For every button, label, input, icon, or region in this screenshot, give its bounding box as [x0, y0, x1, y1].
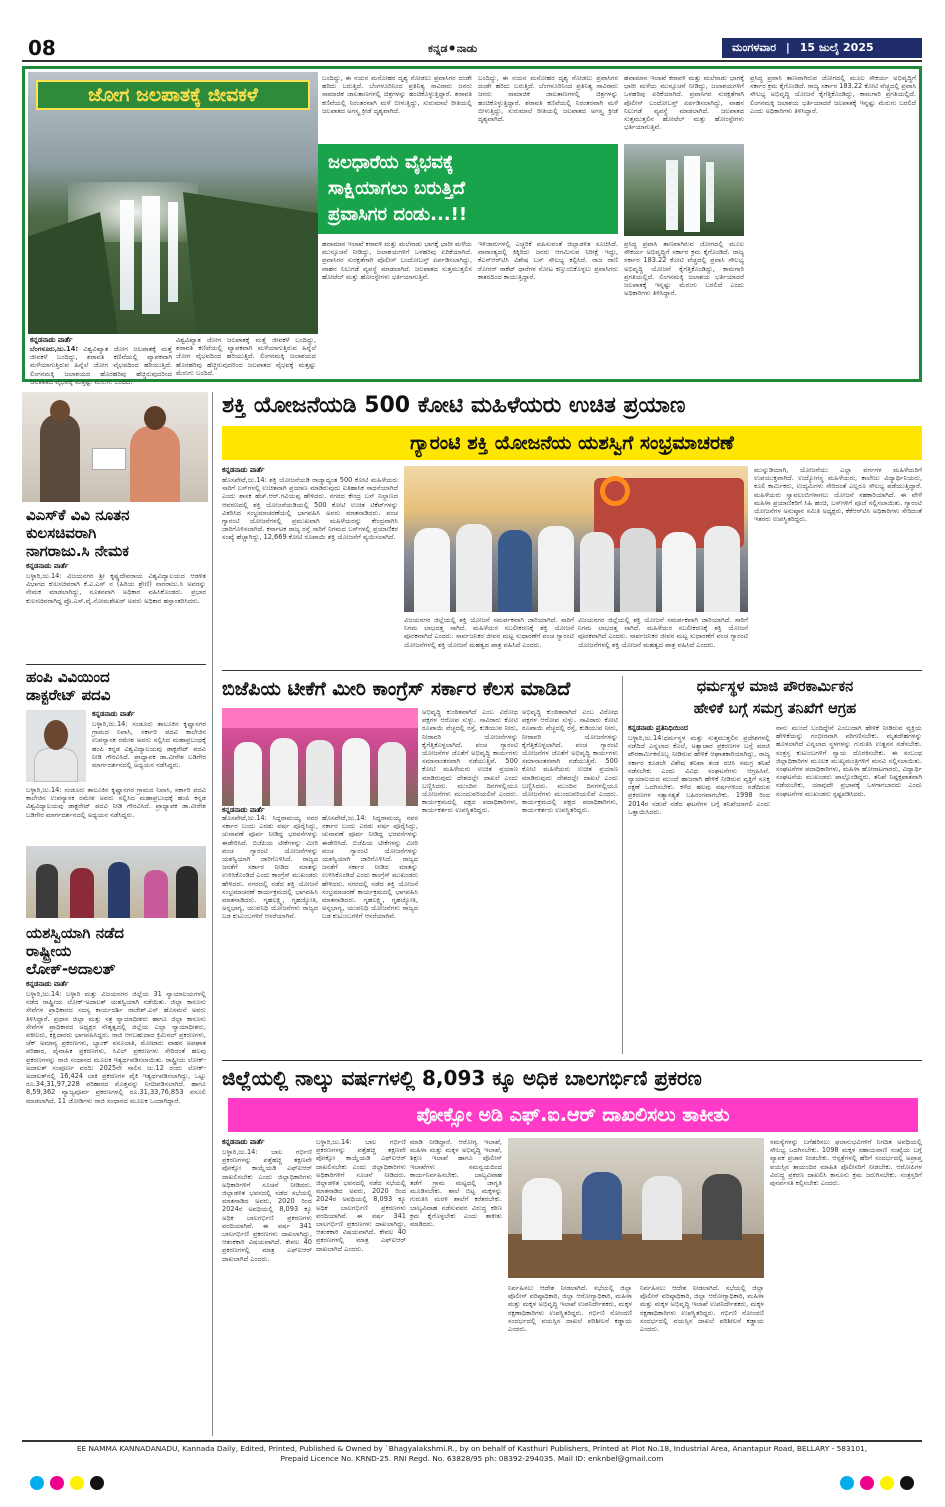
child-body-col3: ಮಾಡಿ ನೀಡಿದ್ದಾರೆ. ಆರೋಗ್ಯ ಇಲಾಖೆ, ಮಹಿಳಾ ಮತ್ತು ಮಕ್ಕಳ ಅಭಿವೃದ್ಧಿ ಇಲಾಖೆ, ಶಿಕ್ಷಣ ಇಲಾಖೆ ಹಾಗೂ ಪೊಲೀಸ್ ಇಲಾಖೆಗಳು ಸಮನ್ವಯದಿಂದ ಕಾರ್ಯನಿರ್ವಹಿಸಬೇಕು. ಬಾಲ್ಯವಿವಾಹ ತಡೆಗೆ ಗ್ರಾಮ ಮಟ್ಟದಲ್ಲಿ ಜಾಗೃತಿ ಮೂಡಿಸಬೇಕು. ಶಾಲೆ ಬಿಟ್ಟ ಮಕ್ಕಳನ್ನು ಗುರುತಿಸಿ ಮರಳಿ ಶಾಲೆಗೆ ಕರೆತರಬೇಕು. ಬಾಲ್ಯವಿವಾಹ ನಡೆಸುವವರ ವಿರುದ್ಧ ಕಠಿಣ ಕ್ರಮ ಕೈಗೊಳ್ಳಬೇಕು ಎಂದು ತಾಕೀತು ಮಾಡಿದರು. [410, 1138, 502, 1229]
jog-body-a: ವಿಶ್ವವಿಖ್ಯಾತ ಜೋಗ ಜಲಪಾತಕ್ಕೆ ಮತ್ತೆ ಜೀವಕಳೆ ಬಂದಿದ್ದು, ಶರಾವತಿ ಕಣಿವೆಯಲ್ಲಿ ವ್ಯಾಪಕವಾಗಿ ಮಳೆಯಾಗುತ್ತಿರುವ ಹಿನ್ನೆಲೆ ಜೋಗ ವೈಭವದಿಂದ ಹರಿಯುತ್ತಿದೆ. ಲಿಂಗನಮಕ್ಕಿ ಜಲಾಶಯದ ಹೊರಹರಿವು ಹೆಚ್ಚಿರುವುದರಿಂದ ಜಲಪಾತದ ವೈಭವಕ್ಕೆ ಮತ್ತಷ್ಟು ಮೆರುಗು ಬಂದಿದೆ. [30, 345, 172, 386]
jog-dateline: ಕನ್ನಡನಾಡು ವಾರ್ತೆ [30, 336, 73, 344]
color-registration-marks [0, 1470, 945, 1500]
reg-mark-black-left [90, 1476, 104, 1490]
jog-body-col1 [30, 345, 172, 386]
phd-body: ಬಳ್ಳಾರಿ,ಜು.14: ಸಂಡೂರು ತಾಲೂಕಿನ ಕೃಷ್ಣಾನಗರ ಗ್ರಾಮದ ನಿವಾಸಿ, ಸರ್ಕಾರಿ ಪದವಿ ಕಾಲೇಜಿನ ಉಪನ್ಯಾಸಕ ರಮೇಶ ಅವರು ಸಲ್ಲಿಸಿದ ಮಹಾಪ್ರಬಂಧಕ್ಕೆ ಹಂಪಿ ಕನ್ನಡ ವಿಶ್ವವಿದ್ಯಾಲಯವು ಡಾಕ್ಟರೇಟ್ ಪದವಿ ನೀಡಿ ಗೌರವಿಸಿದೆ. ಪ್ರಾಧ್ಯಾಪಕ ಡಾ.ವೀರೇಶ ಬಡಿಗೇರ ಮಾರ್ಗದರ್ಶನದಲ್ಲಿ ಅಧ್ಯಯನ ನಡೆಸಿದ್ದರು. [26, 786, 206, 819]
falls-water-3 [168, 202, 178, 302]
jog-body-col6: ಪ್ರಸಿದ್ಧ ಪ್ರವಾಸಿ ತಾಣವಾಗಿರುವ ಜೋಗದಲ್ಲಿ ಮೂಲ ಸೌಕರ್ಯ ಅಭಿವೃದ್ಧಿಗೆ ಸರ್ಕಾರ ಕ್ರಮ ಕೈಗೊಂಡಿದೆ. ರಾಜ್ಯ ಸರ್ಕಾರ 183.22 ಕೋಟಿ ವೆಚ್ಚದಲ್ಲಿ ಪ್ರವಾಸಿ ಸೌಲಭ್ಯ ಅಭಿವೃದ್ಧಿ ಯೋಜನೆ ಕೈಗೆತ್ತಿಕೊಂಡಿದ್ದು, ಕಾಮಗಾರಿ ಪ್ರಗತಿಯಲ್ಲಿದೆ. ಲಿಂಗನಮಕ್ಕಿ ಜಲಾಶಯ ಭರ್ತಿಯಾದರೆ ಜಲಪಾತಕ್ಕೆ ಇನ್ನಷ್ಟು ಮೆರುಗು ಬರಲಿದೆ ಎಂದು ಅಧಿಕಾರಿಗಳು ತಿಳಿಸಿದ್ದಾರೆ. [750, 74, 916, 115]
adalat-person-4 [144, 870, 168, 918]
crowd-2 [456, 524, 492, 612]
bjp-person-3 [306, 740, 334, 806]
vc-body: ಬಳ್ಳಾರಿ,ಜು.14: ವಿಜಯನಗರ ಶ್ರೀ ಕೃಷ್ಣದೇವರಾಯ ವಿಶ್ವವಿದ್ಯಾಲಯದ ಆಡಳಿತ ವಿಭಾಗದ ಕುಲಸಚಿವರಾಗಿ ಕೆ.ಎ.ಎಸ್ ನ (ಹಿರಿಯ ಶ್ರೇಣಿ) ನಾಗರಾಜು.ಸಿ ಅವರನ್ನು ನೇಮಕ ಮಾಡಲಾಗಿದ್ದು, ನೂತನವಾಗಿ ಅಧಿಕಾರ ವಹಿಸಿಕೊಂಡರು. ಪ್ರಭಾರ ಕುಲಸಚಿವರಾಗಿದ್ದ ಪ್ರೊ.ಎಸ್.ವೈ.ಸೋಮಶೇಖರ್ ಅವರು ಅಧಿಕಾರ ಹಸ್ತಾಂತರಿಸಿದರು. [26, 572, 206, 605]
meeting-person-2 [582, 1172, 622, 1240]
reg-mark-cyan-left [30, 1476, 44, 1490]
dharma-body-col2: ನಾನು ಮುಂದೆ ಬಂದಿದ್ದೇನೆ ಎಂಬುದಾಗಿ ಹೇಳಿಕೆ ನೀಡಿರುವ ವ್ಯಕ್ತಿಯ ಹೇಳಿಕೆಯನ್ನು ಗಂಭೀರವಾಗಿ ಪರಿಗಣಿಸಬೇಕು. ಮೃತದೇಹಗಳನ್ನು ಹೂಳಲಾಗಿದೆ ಎನ್ನಲಾದ ಸ್ಥಳಗಳನ್ನು ಗುರುತಿಸಿ ಉತ್ಖನನ ನಡೆಸಬೇಕು. ಸಂತ್ರಸ್ತ ಕುಟುಂಬಗಳಿಗೆ ನ್ಯಾಯ ದೊರಕಿಸಬೇಕು. ಈ ಸಂಬಂಧ ಜಿಲ್ಲಾಧಿಕಾರಿಗಳ ಮೂಲಕ ಮುಖ್ಯಮಂತ್ರಿಗಳಿಗೆ ಮನವಿ ಸಲ್ಲಿಸಲಾಯಿತು. ಸಂಘಟನೆಗಳ ಪದಾಧಿಕಾರಿಗಳು, ಮಹಿಳಾ ಹೋರಾಟಗಾರರು, ವಿದ್ಯಾರ್ಥಿ ಸಂಘಟನೆಯ ಮುಖಂಡರು ಪಾಲ್ಗೊಂಡಿದ್ದರು. ತನಿಖೆ ನಿಷ್ಪಕ್ಷಪಾತವಾಗಿ ನಡೆಯಬೇಕು, ಯಾವುದೇ ಪ್ರಭಾವಕ್ಕೆ ಒಳಗಾಗಬಾರದು ಎಂದು ಸಂಘಟನೆಗಳ ಮುಖಂಡರು ಸ್ಪಷ್ಟಪಡಿಸಿದರು. [776, 724, 922, 798]
shakti-bottom-rule [222, 670, 922, 671]
jog-kicker-banner [36, 80, 310, 110]
bjp-body-col2: ಹೊಸಪೇಟೆ,ಜು.14: ಸಿದ್ದರಾಮಯ್ಯ ನವರ ಸರ್ಕಾರ ಬಂದು ಎರಡು ವರ್ಷ ಪೂರೈಸಿದ್ದು, ಚುನಾವಣೆ ಪೂರ್ವ ನೀಡಿದ್ದ ಭರವಸೆಗಳನ್ನು ಈಡೇರಿಸಿದೆ. ಬಿಜೆಪಿಯ ಟೀಕೆಗಳನ್ನು ಮೀರಿ ಪಂಚ ಗ್ಯಾರಂಟಿ ಯೋಜನೆಗಳನ್ನು ಯಶಸ್ವಿಯಾಗಿ ಜಾರಿಗೊಳಿಸಿದೆ. ರಾಜ್ಯದ ಜನತೆಗೆ ಸರ್ಕಾರ ನೀಡಿದ ಮಾತನ್ನು ಉಳಿಸಿಕೊಂಡಿದೆ ಎಂದು ಕಾಂಗ್ರೆಸ್ ಮುಖಂಡರು ಹೇಳಿದರು. ನಗರದಲ್ಲಿ ನಡೆದ ಶಕ್ತಿ ಯೋಜನೆ ಸಂಭ್ರಮಾಚರಣೆ ಕಾರ್ಯಕ್ರಮದಲ್ಲಿ ಭಾಗವಹಿಸಿ ಮಾತನಾಡಿದರು. ಗೃಹಲಕ್ಷ್ಮಿ, ಗೃಹಜ್ಯೋತಿ, ಅನ್ನಭಾಗ್ಯ, ಯುವನಿಧಿ ಯೋಜನೆಗಳು ರಾಜ್ಯದ ಬಡ ಕುಟುಂಬಗಳಿಗೆ ಆಸರೆಯಾಗಿವೆ. [322, 814, 418, 921]
adalat-title-line-2: ರಾಷ್ಟ್ರೀಯ [26, 942, 72, 960]
sidebar-rule-1 [26, 664, 206, 665]
adalat-person-2 [70, 868, 94, 918]
bjp-person-5 [378, 742, 406, 806]
jog-headline-box [318, 144, 618, 234]
phd-portrait-photo [26, 710, 86, 782]
vc-dateline: ಕನ್ನಡನಾಡು ವಾರ್ತೆ [26, 562, 69, 570]
bjp-event-photo [222, 708, 418, 806]
meeting-photo [508, 1138, 764, 1278]
lok-adalat-photo [26, 846, 206, 918]
reg-mark-yellow-left [70, 1476, 84, 1490]
footer-line-2: Prepaid Licence No. KRND-25. RNI Regd. No. 63828/95 ph: 08392-294035. Mail ID: enknbel@gmail.com [280, 1454, 664, 1463]
dharmasthala-headline [628, 676, 922, 720]
sidebar-divider [212, 392, 213, 1436]
dharma-headline-line-1: ಧರ್ಮಸ್ಥಳ ಮಾಜಿ ಪೌರಕಾರ್ಮಿಕನ [696, 679, 854, 695]
shakti-dateline: ಕನ್ನಡನಾಡು ವಾರ್ತೆ [222, 466, 265, 474]
portrait-head [44, 720, 68, 750]
garland [600, 476, 630, 506]
mid-rule [222, 1060, 922, 1061]
weekday: ಮಂಗಳವಾರ [732, 41, 777, 54]
person-2 [130, 426, 180, 502]
phd-title-line-2: ಡಾಕ್ಟರೇಟ್ ಪದವಿ [26, 686, 111, 704]
issue-date: 15 ಜುಲೈ 2025 [799, 41, 874, 54]
adalat-person-5 [176, 866, 198, 918]
vc-title-line-3: ನಾಗರಾಜು.ಸಿ ನೇಮಕ [26, 542, 129, 560]
child-body-col1: ಬಳ್ಳಾರಿ,ಜು.14: ಬಾಲ ಗರ್ಭಿಣಿ ಪ್ರಕರಣಗಳನ್ನು ಪತ್ತೆಹಚ್ಚಿ ತಕ್ಷಣವೇ ಪೋಕ್ಸೋ ಕಾಯ್ದೆಯಡಿ ಎಫ್‌ಐಆರ್ ದಾಖಲಿಸಬೇಕು ಎಂದು ಜಿಲ್ಲಾಧಿಕಾರಿಗಳು ಅಧಿಕಾರಿಗಳಿಗೆ ಸೂಚನೆ ನೀಡಿದರು. ಜಿಲ್ಲಾಡಳಿತ ಭವನದಲ್ಲಿ ನಡೆದ ಸಭೆಯಲ್ಲಿ ಮಾತನಾಡಿದ ಅವರು, 2020 ರಿಂದ 2024ರ ಅವಧಿಯಲ್ಲಿ 8,093 ಕ್ಕೂ ಅಧಿಕ ಬಾಲಗರ್ಭಿಣಿ ಪ್ರಕರಣಗಳು ವರದಿಯಾಗಿವೆ. ಈ ವರ್ಷ 341 ಬಾಲಗರ್ಭಿಣಿ ಪ್ರಕರಣಗಳು ದಾಖಲಾಗಿದ್ದು, ಆತಂಕಕಾರಿ ವಿಷಯವಾಗಿದೆ. ಕೇವಲ 40 ಪ್ರಕರಣಗಳಲ್ಲಿ ಮಾತ್ರ ಎಫ್‌ಐಆರ್ ದಾಖಲಾಗಿದೆ ಎಂದರು. [222, 1148, 312, 1263]
reg-mark-magenta-left [50, 1476, 64, 1490]
jog-falls-photo [28, 72, 318, 334]
shakti-subhead: ಗ್ಯಾರಂಟಿ ಶಕ್ತಿ ಯೋಜನೆಯ ಯಶಸ್ವಿಗೆ ಸಂಭ್ರಮಾಚರಣೆ [410, 432, 734, 454]
jog-dateline-city: ಬೆಂಗಳೂರು,ಜು.14: [30, 345, 78, 353]
jog-body-col2: ವಿಶ್ವವಿಖ್ಯಾತ ಜೋಗ ಜಲಪಾತಕ್ಕೆ ಮತ್ತೆ ಜೀವಕಳೆ ಬಂದಿದ್ದು, ಶರಾವತಿ ಕಣಿವೆಯಲ್ಲಿ ವ್ಯಾಪಕವಾಗಿ ಮಳೆಯಾಗುತ್ತಿರುವ ಹಿನ್ನೆಲೆ ಜೋಗ ವೈಭವದಿಂದ ಹರಿಯುತ್ತಿದೆ. ಲಿಂಗನಮಕ್ಕಿ ಜಲಾಶಯದ ಹೊರಹರಿವು ಹೆಚ್ಚಿರುವುದರಿಂದ ಜಲಪಾತದ ವೈಭವಕ್ಕೆ ಮತ್ತಷ್ಟು ಮೆರುಗು ಬಂದಿದೆ. [176, 336, 316, 377]
meeting-person-1 [522, 1178, 562, 1240]
person-2-head [144, 406, 166, 430]
child-body-col4: ನಿರ್ವಹಿಸಲು ಆದೇಶ ನೀಡಲಾಗಿದೆ. ಸಭೆಯಲ್ಲಿ ಜಿಲ್ಲಾ ಪೊಲೀಸ್ ವರಿಷ್ಠಾಧಿಕಾರಿ, ಜಿಲ್ಲಾ ಆರೋಗ್ಯಾಧಿಕಾರಿ, ಮಹಿಳಾ ಮತ್ತು ಮಕ್ಕಳ ಅಭಿವೃದ್ಧಿ ಇಲಾಖೆ ಉಪನಿರ್ದೇಶಕರು, ಮಕ್ಕಳ ರಕ್ಷಣಾಧಿಕಾರಿಗಳು ಉಪಸ್ಥಿತರಿದ್ದರು. ಗರ್ಭಿಣಿ ನೋಂದಣಿ ಸಂದರ್ಭದಲ್ಲಿ ವಯಸ್ಸಿನ ದಾಖಲೆ ಪರಿಶೀಲನೆ ಕಡ್ಡಾಯ ಎಂದರು. [508, 1284, 632, 1334]
vc-title-line-1: ವಿಎಸ್‌ಕೆ ವಿವಿ ನೂತನ [26, 506, 130, 524]
dharma-dateline: ಕನ್ನಡನಾಡು ಪ್ರತಿನಿಧಿಯಿಂದ [628, 724, 688, 732]
bjp-dateline: ಕನ್ನಡನಾಡು ವಾರ್ತೆ [222, 806, 265, 814]
adalat-body: ಬಳ್ಳಾರಿ,ಜು.14: ಬಳ್ಳಾರಿ ಮತ್ತು ವಿಜಯನಗರ ಜಿಲ್ಲೆಯ 31 ನ್ಯಾಯಾಲಯಗಳಲ್ಲಿ ನಡೆದ ರಾಷ್ಟ್ರೀಯ ಲೋಕ್-ಅದಾಲತ್ ಯಶಸ್ವಿಯಾಗಿ ನಡೆಯಿತು. ಜಿಲ್ಲಾ ಕಾನೂನು ಸೇವೆಗಳ ಪ್ರಾಧಿಕಾರದ ಸದಸ್ಯ ಕಾರ್ಯದರ್ಶಿ ರಾಜೇಶ್.ಎನ್ ಹೊಸಮನೆ ಅವರು ತಿಳಿಸಿದ್ದಾರೆ. ಪ್ರಧಾನ ಜಿಲ್ಲಾ ಮತ್ತು ಸತ್ರ ನ್ಯಾಯಾಧೀಶರು ಹಾಗೂ ಜಿಲ್ಲಾ ಕಾನೂನು ಸೇವೆಗಳ ಪ್ರಾಧಿಕಾರದ ಅಧ್ಯಕ್ಷರ ನೇತೃತ್ವದಲ್ಲಿ ಜಿಲ್ಲೆಯ ಎಲ್ಲಾ ನ್ಯಾಯಾಧೀಶರು, ವಕೀಲರು, ಕಕ್ಷಿದಾರರು ಭಾಗವಹಿಸಿದ್ದರು. ರಾಜಿ ಆಗಬಹುದಾದ ಕ್ರಿಮಿನಲ್ ಪ್ರಕರಣಗಳು, ಚೆಕ್ ಅಮಾನ್ಯ ಪ್ರಕರಣಗಳು, ಬ್ಯಾಂಕ್ ವಸೂಲಾತಿ, ಮೋಟಾರು ವಾಹನ ಅಪಘಾತ ಪರಿಹಾರ, ವೈವಾಹಿಕ ಪ್ರಕರಣಗಳು, ಸಿವಿಲ್ ಪ್ರಕರಣಗಳು ಸೇರಿದಂತೆ ಹಲವು ಪ್ರಕರಣಗಳನ್ನು ರಾಜಿ ಸಂಧಾನದ ಮೂಲಕ ಇತ್ಯರ್ಥಪಡಿಸಲಾಯಿತು. ರಾಷ್ಟ್ರೀಯ ಲೋಕ್-ಅದಾಲತ್ ಸಂಪೂರ್ಣ ವರದಿ: 2025ನೇ ಸಾಲಿನ ಜು.12 ರಂದು ಲೋಕ್-ಅದಾಲತ್‌ನಲ್ಲಿ 16,424 ಬಾಕಿ ಪ್ರಕರಣಗಳ ಪೈಕಿ ಇತ್ಯರ್ಥಪಡಿಸಲಾಗಿದ್ದು, ಒಟ್ಟು ರೂ.34,31,97,228 ಪರಿಹಾರದ ಮೊತ್ತವನ್ನು ನಿಗದಿಪಡಿಸಲಾಗಿದೆ. ಹಾಗೂ 8,59,362 ವ್ಯಾಜ್ಯಪೂರ್ವ ಪ್ರಕರಣಗಳಲ್ಲಿ ರೂ.31,33,76,853 ವಸೂಲಿ ಮಾಡಲಾಗಿದೆ. 11 ಜೋಡಿಗಳು ರಾಜಿ ಸಂಧಾನದ ಮೂಲಕ ಒಂದಾಗಿದ್ದಾರೆ. [26, 990, 206, 1105]
falls2-water-1 [666, 160, 678, 230]
crowd-6 [620, 528, 656, 612]
jog-body-col7: ಹವಾಮಾನ ಇಲಾಖೆ ಕರಾವಳಿ ಮತ್ತು ಮಲೆನಾಡು ಭಾಗಕ್ಕೆ ಭಾರೀ ಮಳೆಯ ಮುನ್ಸೂಚನೆ ನೀಡಿದ್ದು, ಜಲಾಶಯಗಳಿಗೆ ಒಳಹರಿವು ಏರಿಕೆಯಾಗಿದೆ. ಪ್ರವಾಸಿಗರ ಸುರಕ್ಷತೆಗಾಗಿ ಪೊಲೀಸ್ ಬಂದೋಬಸ್ತ್ ಏರ್ಪಡಿಸಲಾಗಿದ್ದು, ವಾಹನ ನಿಲುಗಡೆ ವ್ಯವಸ್ಥೆ ಮಾಡಲಾಗಿದೆ. ಜಲಪಾತದ ಸುತ್ತಮುತ್ತಲಿನ ಹೋಟೆಲ್ ಮತ್ತು ಹೋಂಸ್ಟೇಗಳು ಭರ್ತಿಯಾಗುತ್ತಿವೆ. [322, 240, 472, 281]
date-separator: | [785, 41, 790, 54]
jog-kicker: ಜೋಗ ಜಲಪಾತಕ್ಕೆ ಜೀವಕಳೆ [88, 84, 258, 106]
footer-imprint [22, 1444, 922, 1464]
reg-mark-cyan-right [840, 1476, 854, 1490]
bjp-body-col4: ಅಭಿವೃದ್ಧಿ ಕುಂಠಿತವಾಗಿದೆ ಎಂಬ ವಿರೋಧ ಪಕ್ಷಗಳ ಆರೋಪ ಸುಳ್ಳು. ಸಾವಿರಾರು ಕೋಟಿ ರೂಪಾಯಿ ವೆಚ್ಚದಲ್ಲಿ ರಸ್ತೆ, ಕುಡಿಯುವ ನೀರು, ನೀರಾವರಿ ಯೋಜನೆಗಳನ್ನು ಕೈಗೆತ್ತಿಕೊಳ್ಳಲಾಗಿದೆ. ಪಂಚ ಗ್ಯಾರಂಟಿ ಯೋಜನೆಗಳ ಜೊತೆಗೆ ಅಭಿವೃದ್ಧಿ ಕಾರ್ಯಗಳು ಸಮಾನಾಂತರವಾಗಿ ನಡೆಯುತ್ತಿವೆ. 500 ಕೋಟಿ ಮಹಿಳೆಯರು ಉಚಿತ ಪ್ರಯಾಣ ಮಾಡಿರುವುದು ದೇಶದಲ್ಲೇ ದಾಖಲೆ ಎಂದು ಬಣ್ಣಿಸಿದರು. ಮುಂದಿನ ದಿನಗಳಲ್ಲಿಯೂ ಯೋಜನೆಗಳು ಮುಂದುವರಿಯಲಿವೆ ಎಂದರು. ಕಾರ್ಯಕ್ರಮದಲ್ಲಿ ಪಕ್ಷದ ಪದಾಧಿಕಾರಿಗಳು, ಕಾರ್ಯಕರ್ತರು ಉಪಸ್ಥಿತರಿದ್ದರು. [522, 708, 618, 815]
shakti-body-col3: ವಿಜಯನಗರ ಜಿಲ್ಲೆಯಲ್ಲಿ ಶಕ್ತಿ ಯೋಜನೆ ಸಮರ್ಪಕವಾಗಿ ಜಾರಿಯಾಗಿದೆ. ಸಾರಿಗೆ ನಿಗಮ ಲಾಭದತ್ತ ಸಾಗಿದೆ. ಮಹಿಳೆಯರ ಸಬಲೀಕರಣಕ್ಕೆ ಶಕ್ತಿ ಯೋಜನೆ ಪೂರಕವಾಗಿದೆ ಎಂದರು. ಸಾರ್ವಜನಿಕರ ಜೀವನ ಮಟ್ಟ ಸುಧಾರಣೆಗೆ ಪಂಚ ಗ್ಯಾರಂಟಿ ಯೋಜನೆಗಳಲ್ಲಿ ಶಕ್ತಿ ಯೋಜನೆ ಮಹತ್ವದ ಪಾತ್ರ ವಹಿಸಿದೆ ಎಂದರು. [578, 616, 748, 649]
jog-headline-line-2: ಸಾಕ್ಷಿಯಾಗಲು ಬರುತ್ತಿದೆ [328, 178, 465, 199]
falls2-water-2 [684, 156, 700, 232]
crowd-1 [414, 528, 450, 612]
adalat-person-1 [36, 864, 58, 918]
person-1 [40, 414, 80, 502]
page-header [0, 0, 945, 64]
cliff-right [183, 192, 318, 334]
footer-line-1: EE NAMMA KANNADANADU, Kannada Daily, Edited, Printed, Published & Owned by `Bhagyalakshmi.R., by on behalf of Kasthuri Publishers, Printed at Plot No.18, Industrial Area, Anantapur Road, BELLARY - 583101, [76, 1444, 868, 1453]
bjp-body-col1: ಹೊಸಪೇಟೆ,ಜು.14: ಸಿದ್ದರಾಮಯ್ಯ ನವರ ಸರ್ಕಾರ ಬಂದು ಎರಡು ವರ್ಷ ಪೂರೈಸಿದ್ದು, ಚುನಾವಣೆ ಪೂರ್ವ ನೀಡಿದ್ದ ಭರವಸೆಗಳನ್ನು ಈಡೇರಿಸಿದೆ. ಬಿಜೆಪಿಯ ಟೀಕೆಗಳನ್ನು ಮೀರಿ ಪಂಚ ಗ್ಯಾರಂಟಿ ಯೋಜನೆಗಳನ್ನು ಯಶಸ್ವಿಯಾಗಿ ಜಾರಿಗೊಳಿಸಿದೆ. ರಾಜ್ಯದ ಜನತೆಗೆ ಸರ್ಕಾರ ನೀಡಿದ ಮಾತನ್ನು ಉಳಿಸಿಕೊಂಡಿದೆ ಎಂದು ಕಾಂಗ್ರೆಸ್ ಮುಖಂಡರು ಹೇಳಿದರು. ನಗರದಲ್ಲಿ ನಡೆದ ಶಕ್ತಿ ಯೋಜನೆ ಸಂಭ್ರಮಾಚರಣೆ ಕಾರ್ಯಕ್ರಮದಲ್ಲಿ ಭಾಗವಹಿಸಿ ಮಾತನಾಡಿದರು. ಗೃಹಲಕ್ಷ್ಮಿ, ಗೃಹಜ್ಯೋತಿ, ಅನ್ನಭಾಗ್ಯ, ಯುವನಿಧಿ ಯೋಜನೆಗಳು ರಾಜ್ಯದ ಬಡ ಕುಟುಂಬಗಳಿಗೆ ಆಸರೆಯಾಗಿವೆ. [222, 814, 318, 921]
phd-title-line-1: ಹಂಪಿ ವಿವಿಯಿಂದ [26, 668, 110, 686]
jog-body-col8: ಇಳಿಜಾರುಗಳಲ್ಲಿ ಎಚ್ಚರಿಕೆ ವಹಿಸುವಂತೆ ಜಿಲ್ಲಾಡಳಿತ ಸೂಚಿಸಿದೆ. ವಾರಾಂತ್ಯದಲ್ಲಿ ಕಿಕ್ಕಿರಿದು ಜನರು ಆಗಮಿಸುವ ನಿರೀಕ್ಷೆ ಇದ್ದು, ಕೆಎಸ್‌ಆರ್‌ಟಿಸಿ ವಿಶೇಷ ಬಸ್ ಸೌಲಭ್ಯ ಕಲ್ಪಿಸಿದೆ. ರಾಜ ರಾಣಿ ರೋರರ್ ರಾಕೆಟ್ ಧಾರೆಗಳ ನೋಟ ಕಣ್ತುಂಬಿಕೊಳ್ಳಲು ಪ್ರವಾಸಿಗರು ಕಾತರದಿಂದ ಕಾಯುತ್ತಿದ್ದಾರೆ. [478, 240, 618, 281]
bjp-body-col3: ಅಭಿವೃದ್ಧಿ ಕುಂಠಿತವಾಗಿದೆ ಎಂಬ ವಿರೋಧ ಪಕ್ಷಗಳ ಆರೋಪ ಸುಳ್ಳು. ಸಾವಿರಾರು ಕೋಟಿ ರೂಪಾಯಿ ವೆಚ್ಚದಲ್ಲಿ ರಸ್ತೆ, ಕುಡಿಯುವ ನೀರು, ನೀರಾವರಿ ಯೋಜನೆಗಳನ್ನು ಕೈಗೆತ್ತಿಕೊಳ್ಳಲಾಗಿದೆ. ಪಂಚ ಗ್ಯಾರಂಟಿ ಯೋಜನೆಗಳ ಜೊತೆಗೆ ಅಭಿವೃದ್ಧಿ ಕಾರ್ಯಗಳು ಸಮಾನಾಂತರವಾಗಿ ನಡೆಯುತ್ತಿವೆ. 500 ಕೋಟಿ ಮಹಿಳೆಯರು ಉಚಿತ ಪ್ರಯಾಣ ಮಾಡಿರುವುದು ದೇಶದಲ್ಲೇ ದಾಖಲೆ ಎಂದು ಬಣ್ಣಿಸಿದರು. ಮುಂದಿನ ದಿನಗಳಲ್ಲಿಯೂ ಯೋಜನೆಗಳು ಮುಂದುವರಿಯಲಿವೆ ಎಂದರು. ಕಾರ್ಯಕ್ರಮದಲ್ಲಿ ಪಕ್ಷದ ಪದಾಧಿಕಾರಿಗಳು, ಕಾರ್ಯಕರ್ತರು ಉಪಸ್ಥಿತರಿದ್ದರು. [422, 708, 518, 815]
lok-adalat-title [26, 924, 206, 978]
paper-name: ಕನ್ನಡ⚫ನಾಡು [428, 42, 478, 55]
falls-water-2 [142, 196, 160, 314]
jog-body-col5: ಹವಾಮಾನ ಇಲಾಖೆ ಕರಾವಳಿ ಮತ್ತು ಮಲೆನಾಡು ಭಾಗಕ್ಕೆ ಭಾರೀ ಮಳೆಯ ಮುನ್ಸೂಚನೆ ನೀಡಿದ್ದು, ಜಲಾಶಯಗಳಿಗೆ ಒಳಹರಿವು ಏರಿಕೆಯಾಗಿದೆ. ಪ್ರವಾಸಿಗರ ಸುರಕ್ಷತೆಗಾಗಿ ಪೊಲೀಸ್ ಬಂದೋಬಸ್ತ್ ಏರ್ಪಡಿಸಲಾಗಿದ್ದು, ವಾಹನ ನಿಲುಗಡೆ ವ್ಯವಸ್ಥೆ ಮಾಡಲಾಗಿದೆ. ಜಲಪಾತದ ಸುತ್ತಮುತ್ತಲಿನ ಹೋಟೆಲ್ ಮತ್ತು ಹೋಂಸ್ಟೇಗಳು ಭರ್ತಿಯಾಗುತ್ತಿವೆ. [624, 74, 744, 132]
stage-banner [222, 708, 418, 728]
meeting-table [508, 1234, 764, 1278]
dharma-headline-line-2: ಹೇಳಿಕೆ ಬಗ್ಗೆ ಸಮಗ್ರ ತನಿಖೆಗೆ ಆಗ್ರಹ [693, 701, 857, 717]
jog-headline-line-3: ಪ್ರವಾಸಿಗರ ದಂಡು...!! [328, 204, 468, 225]
crowd-4 [538, 526, 574, 612]
jog-body-col9: ಪ್ರಸಿದ್ಧ ಪ್ರವಾಸಿ ತಾಣವಾಗಿರುವ ಜೋಗದಲ್ಲಿ ಮೂಲ ಸೌಕರ್ಯ ಅಭಿವೃದ್ಧಿಗೆ ಸರ್ಕಾರ ಕ್ರಮ ಕೈಗೊಂಡಿದೆ. ರಾಜ್ಯ ಸರ್ಕಾರ 183.22 ಕೋಟಿ ವೆಚ್ಚದಲ್ಲಿ ಪ್ರವಾಸಿ ಸೌಲಭ್ಯ ಅಭಿವೃದ್ಧಿ ಯೋಜನೆ ಕೈಗೆತ್ತಿಕೊಂಡಿದ್ದು, ಕಾಮಗಾರಿ ಪ್ರಗತಿಯಲ್ಲಿದೆ. ಲಿಂಗನಮಕ್ಕಿ ಜಲಾಶಯ ಭರ್ತಿಯಾದರೆ ಜಲಪಾತಕ್ಕೆ ಇನ್ನಷ್ಟು ಮೆರುಗು ಬರಲಿದೆ ಎಂದು ಅಧಿಕಾರಿಗಳು ತಿಳಿಸಿದ್ದಾರೆ. [624, 240, 744, 298]
dharma-body-col1: ಬಳ್ಳಾರಿ,ಜು.14:ಧರ್ಮಸ್ಥಳ ಮತ್ತು ಸುತ್ತಮುತ್ತಲಿನ ಪ್ರದೇಶಗಳಲ್ಲಿ ನಡೆದಿದೆ ಎನ್ನಲಾದ ಕೊಲೆ, ಅತ್ಯಾಚಾರ ಪ್ರಕರಣಗಳ ಬಗ್ಗೆ ಮಾಜಿ ಪೌರಕಾರ್ಮಿಕನೊಬ್ಬ ನೀಡಿರುವ ಹೇಳಿಕೆ ಆಘಾತಕಾರಿಯಾಗಿದ್ದು, ರಾಜ್ಯ ಸರ್ಕಾರ ಕೂಡಲೇ ವಿಶೇಷ ತನಿಖಾ ತಂಡ ರಚಿಸಿ ಸಮಗ್ರ ತನಿಖೆ ನಡೆಸಬೇಕು ಎಂದು ವಿವಿಧ ಸಂಘಟನೆಗಳು ಆಗ್ರಹಿಸಿವೆ. ನ್ಯಾಯಾಲಯದ ಮುಂದೆ ಹಾಜರಾಗಿ ಹೇಳಿಕೆ ನೀಡಿರುವ ವ್ಯಕ್ತಿಗೆ ಸೂಕ್ತ ರಕ್ಷಣೆ ಒದಗಿಸಬೇಕು. ಕಳೆದ ಹಲವು ವರ್ಷಗಳಿಂದ ನಡೆದಿರುವ ಪ್ರಕರಣಗಳ ಸತ್ಯಾಸತ್ಯತೆ ಬಹಿರಂಗವಾಗಬೇಕು. 1998 ರಿಂದ 2014ರ ನಡುವೆ ನಡೆದ ಘಟನೆಗಳ ಬಗ್ಗೆ ತನಿಖೆಯಾಗಲಿ ಎಂದು ಒತ್ತಾಯಿಸಿದರು. [628, 734, 770, 816]
crowd-3 [498, 530, 532, 612]
reg-mark-magenta-right [860, 1476, 874, 1490]
phd-body-short: ಬಳ್ಳಾರಿ,ಜು.14: ಸಂಡೂರು ತಾಲೂಕಿನ ಕೃಷ್ಣಾನಗರ ಗ್ರಾಮದ ನಿವಾಸಿ, ಸರ್ಕಾರಿ ಪದವಿ ಕಾಲೇಜಿನ ಉಪನ್ಯಾಸಕ ರಮೇಶ ಅವರು ಸಲ್ಲಿಸಿದ ಮಹಾಪ್ರಬಂಧಕ್ಕೆ ಹಂಪಿ ಕನ್ನಡ ವಿಶ್ವವಿದ್ಯಾಲಯವು ಡಾಕ್ಟರೇಟ್ ಪದವಿ ನೀಡಿ ಗೌರವಿಸಿದೆ. ಪ್ರಾಧ್ಯಾಪಕ ಡಾ.ವೀರೇಶ ಬಡಿಗೇರ ಮಾರ್ಗದರ್ಶನದಲ್ಲಿ ಅಧ್ಯಯನ ನಡೆಸಿದ್ದರು. [92, 720, 206, 770]
vc-appointment-photo [22, 392, 208, 502]
falls-water-1 [120, 200, 134, 310]
adalat-title-line-3: ಲೋಕ್-ಅದಾಲತ್ [26, 960, 116, 978]
bjp-person-2 [270, 738, 298, 806]
meeting-person-4 [702, 1174, 742, 1240]
vc-story-title [26, 506, 206, 560]
adalat-dateline: ಕನ್ನಡನಾಡು ವಾರ್ತೆ [26, 980, 69, 988]
child-body-col2: ಬಳ್ಳಾರಿ,ಜು.14: ಬಾಲ ಗರ್ಭಿಣಿ ಪ್ರಕರಣಗಳನ್ನು ಪತ್ತೆಹಚ್ಚಿ ತಕ್ಷಣವೇ ಪೋಕ್ಸೋ ಕಾಯ್ದೆಯಡಿ ಎಫ್‌ಐಆರ್ ದಾಖಲಿಸಬೇಕು ಎಂದು ಜಿಲ್ಲಾಧಿಕಾರಿಗಳು ಅಧಿಕಾರಿಗಳಿಗೆ ಸೂಚನೆ ನೀಡಿದರು. ಜಿಲ್ಲಾಡಳಿತ ಭವನದಲ್ಲಿ ನಡೆದ ಸಭೆಯಲ್ಲಿ ಮಾತನಾಡಿದ ಅವರು, 2020 ರಿಂದ 2024ರ ಅವಧಿಯಲ್ಲಿ 8,093 ಕ್ಕೂ ಅಧಿಕ ಬಾಲಗರ್ಭಿಣಿ ಪ್ರಕರಣಗಳು ವರದಿಯಾಗಿವೆ. ಈ ವರ್ಷ 341 ಬಾಲಗರ್ಭಿಣಿ ಪ್ರಕರಣಗಳು ದಾಖಲಾಗಿದ್ದು, ಆತಂಕಕಾರಿ ವಿಷಯವಾಗಿದೆ. ಕೇವಲ 40 ಪ್ರಕರಣಗಳಲ್ಲಿ ಮಾತ್ರ ಎಫ್‌ಐಆರ್ ದಾಖಲಾಗಿದೆ ಎಂದರು. [316, 1138, 406, 1253]
footer-rule [22, 1440, 922, 1442]
document [92, 448, 126, 470]
jog-body-col3: ಬಂದಿದ್ದು, ಈ ನಯನ ಮನೋಹರ ದೃಶ್ಯ ನೋಡಲು ಪ್ರವಾಸಿಗರ ದಂಡೇ ಹರಿದು ಬರುತ್ತಿದೆ. ಬೆಂಗಳೂರಿನಿಂದ ಪ್ರತಿನಿತ್ಯ ಸಾವಿರಾರು ಜನರು ಸಾಮಾಜಿಕ ಜಾಲತಾಣಗಳಲ್ಲಿ ಚಿತ್ರಗಳನ್ನು ಹಂಚಿಕೊಳ್ಳುತ್ತಿದ್ದಾರೆ. ಶರಾವತಿ ಕಣಿವೆಯಲ್ಲಿ ನಿರಂತರವಾಗಿ ಮಳೆ ಬೀಳುತ್ತಿದ್ದು, ಸುರುಮಾಲೆ ರೀತಿಯಲ್ಲಿ ಜಲಪಾತದ ಅಗಸ್ತ್ಯ ಕ್ರೀಡೆ ದೃಶ್ಯವಾಗಿದೆ. [322, 74, 472, 115]
jog-body-col4: ಬಂದಿದ್ದು, ಈ ನಯನ ಮನೋಹರ ದೃಶ್ಯ ನೋಡಲು ಪ್ರವಾಸಿಗರ ದಂಡೇ ಹರಿದು ಬರುತ್ತಿದೆ. ಬೆಂಗಳೂರಿನಿಂದ ಪ್ರತಿನಿತ್ಯ ಸಾವಿರಾರು ಜನರು ಸಾಮಾಜಿಕ ಜಾಲತಾಣಗಳಲ್ಲಿ ಚಿತ್ರಗಳನ್ನು ಹಂಚಿಕೊಳ್ಳುತ್ತಿದ್ದಾರೆ. ಶರಾವತಿ ಕಣಿವೆಯಲ್ಲಿ ನಿರಂತರವಾಗಿ ಮಳೆ ಬೀಳುತ್ತಿದ್ದು, ಸುರುಮಾಲೆ ರೀತಿಯಲ್ಲಿ ಜಲಪಾತದ ಅಗಸ್ತ್ಯ ಕ್ರೀಡೆ ದೃಶ್ಯವಾಗಿದೆ. [478, 74, 618, 124]
falls2-water-3 [706, 162, 714, 222]
child-body-col5: ನಿರ್ವಹಿಸಲು ಆದೇಶ ನೀಡಲಾಗಿದೆ. ಸಭೆಯಲ್ಲಿ ಜಿಲ್ಲಾ ಪೊಲೀಸ್ ವರಿಷ್ಠಾಧಿಕಾರಿ, ಜಿಲ್ಲಾ ಆರೋಗ್ಯಾಧಿಕಾರಿ, ಮಹಿಳಾ ಮತ್ತು ಮಕ್ಕಳ ಅಭಿವೃದ್ಧಿ ಇಲಾಖೆ ಉಪನಿರ್ದೇಶಕರು, ಮಕ್ಕಳ ರಕ್ಷಣಾಧಿಕಾರಿಗಳು ಉಪಸ್ಥಿತರಿದ್ದರು. ಗರ್ಭಿಣಿ ನೋಂದಣಿ ಸಂದರ್ಭದಲ್ಲಿ ವಯಸ್ಸಿನ ದಾಖಲೆ ಪರಿಶೀಲನೆ ಕಡ್ಡಾಯ ಎಂದರು. [640, 1284, 764, 1334]
page-number: 08 [28, 36, 56, 60]
header-rule [22, 60, 922, 62]
bjp-divider [622, 676, 623, 1054]
portrait-shirt [34, 748, 78, 782]
person-1-head [50, 400, 70, 422]
child-subhead-bar [228, 1098, 918, 1132]
reg-mark-black-right [900, 1476, 914, 1490]
crowd-5 [580, 532, 614, 612]
phd-dateline: ಕನ್ನಡನಾಡು ವಾರ್ತೆ [92, 710, 135, 718]
meeting-person-3 [642, 1176, 682, 1240]
bjp-person-4 [342, 738, 370, 806]
shakti-body-col2: ವಿಜಯನಗರ ಜಿಲ್ಲೆಯಲ್ಲಿ ಶಕ್ತಿ ಯೋಜನೆ ಸಮರ್ಪಕವಾಗಿ ಜಾರಿಯಾಗಿದೆ. ಸಾರಿಗೆ ನಿಗಮ ಲಾಭದತ್ತ ಸಾಗಿದೆ. ಮಹಿಳೆಯರ ಸಬಲೀಕರಣಕ್ಕೆ ಶಕ್ತಿ ಯೋಜನೆ ಪೂರಕವಾಗಿದೆ ಎಂದರು. ಸಾರ್ವಜನಿಕರ ಜೀವನ ಮಟ್ಟ ಸುಧಾರಣೆಗೆ ಪಂಚ ಗ್ಯಾರಂಟಿ ಯೋಜನೆಗಳಲ್ಲಿ ಶಕ್ತಿ ಯೋಜನೆ ಮಹತ್ವದ ಪಾತ್ರ ವಹಿಸಿದೆ ಎಂದರು. [404, 616, 574, 649]
child-headline: ಜಿಲ್ಲೆಯಲ್ಲಿ ನಾಲ್ಕು ವರ್ಷಗಳಲ್ಲಿ 8,093 ಕ್ಕೂ ಅಧಿಕ ಬಾಲಗರ್ಭಿಣಿ ಪ್ರಕರಣ [222, 1066, 702, 1090]
vc-title-line-2: ಕುಲಸಚಿವರಾಗಿ [26, 524, 97, 542]
crowd-8 [704, 526, 740, 612]
adalat-person-3 [108, 862, 130, 918]
adalat-title-line-1: ಯಶಸ್ವಿಯಾಗಿ ನಡೆದ [26, 924, 124, 942]
jog-headline-line-1: ಜಲಧಾರೆಯ ವೈಭವಕ್ಕೆ [328, 152, 454, 173]
crowd-7 [662, 532, 696, 612]
shakti-subhead-bar [222, 426, 922, 460]
shakti-body-col4: ಮುನ್ನುಡಿಯಾಗಿ, ಯೋಜನೆಯು ಎಲ್ಲಾ ವರ್ಗಗಳ ಮಹಿಳೆಯರಿಗೆ ಉಪಯುಕ್ತವಾಗಿದೆ. ಉದ್ಯೋಗಸ್ಥ ಮಹಿಳೆಯರು, ಕಾಲೇಜು ವಿದ್ಯಾರ್ಥಿನಿಯರು, ಕೂಲಿ ಕಾರ್ಮಿಕರು, ಉದ್ಯಮಿಗಳು ಸೇರಿದಂತೆ ಎಲ್ಲರೂ ಸೌಲಭ್ಯ ಪಡೆಯುತ್ತಿದ್ದಾರೆ. ಮಹಿಳೆಯರು ಸ್ವಾವಲಂಬಿಗಳಾಗಲು ಯೋಜನೆ ಸಹಕಾರಿಯಾಗಿದೆ. ಈ ವೇಳೆ ಮಹಿಳಾ ಪ್ರಯಾಣಿಕರಿಗೆ ಸಿಹಿ ಹಂಚಿ, ಬಸ್‌ಗಳಿಗೆ ಪೂಜೆ ಸಲ್ಲಿಸಲಾಯಿತು. ಗ್ಯಾರಂಟಿ ಯೋಜನೆಗಳ ಅನುಷ್ಠಾನ ಸಮಿತಿ ಅಧ್ಯಕ್ಷರು, ಕೆಕೆಆರ್‌ಟಿಸಿ ಅಧಿಕಾರಿಗಳು ಸೇರಿದಂತೆ ಇತರರು ಉಪಸ್ಥಿತರಿದ್ದರು. [754, 466, 922, 524]
jog-falls-photo-2 [624, 144, 744, 236]
shakti-headline: ಶಕ್ತಿ ಯೋಜನೆಯಡಿ 500 ಕೋಟಿ ಮಹಿಳೆಯರು ಉಚಿತ ಪ್ರಯಾಣ [222, 393, 686, 418]
reg-mark-yellow-right [880, 1476, 894, 1490]
shakti-event-photo [404, 466, 748, 612]
bjp-person-1 [234, 742, 262, 806]
child-body-col6: ಸಮಸ್ಯೆಗಳನ್ನು ಬಗೆಹರಿಸಲು ಫಲಾನುಭವಿಗಳಿಗೆ ನಿಗದಿತ ಅವಧಿಯಲ್ಲಿ ಸೌಲಭ್ಯ ಒದಗಿಸಬೇಕು. 1098 ಮಕ್ಕಳ ಸಹಾಯವಾಣಿ ಸಂಖ್ಯೆಯ ಬಗ್ಗೆ ವ್ಯಾಪಕ ಪ್ರಚಾರ ನೀಡಬೇಕು. ಆಸ್ಪತ್ರೆಗಳಲ್ಲಿ ಹೆರಿಗೆ ಸಂದರ್ಭದಲ್ಲಿ ಅಪ್ರಾಪ್ತ ವಯಸ್ಸಿನ ತಾಯಂದಿರ ಮಾಹಿತಿ ಪೊಲೀಸರಿಗೆ ನೀಡಬೇಕು. ಆರೋಪಿಗಳ ವಿರುದ್ಧ ಪ್ರಕರಣ ದಾಖಲಿಸಿ ಕಾನೂನು ಕ್ರಮ ಜರುಗಿಸಬೇಕು. ಸಂತ್ರಸ್ತರಿಗೆ ಪುನರ್ವಸತಿ ಕಲ್ಪಿಸಬೇಕು ಎಂದರು. [770, 1138, 922, 1188]
shakti-body-col1: ಹೊಸಪೇಟೆ,ಜು.14: ಶಕ್ತಿ ಯೋಜನೆಯಡಿ ರಾಜ್ಯಾದ್ಯಂತ 500 ಕೋಟಿ ಮಹಿಳೆಯರು ಸಾರಿಗೆ ಬಸ್‌ಗಳಲ್ಲಿ ಉಚಿತವಾಗಿ ಪ್ರಯಾಣ ಮಾಡಿರುವುದು ಐತಿಹಾಸಿಕ ಸಾಧನೆಯಾಗಿದೆ ಎಂದು ಶಾಸಕ ಹೆಚ್.ಆರ್.ಗವಿಯಪ್ಪ ಹೇಳಿದರು. ನಗರದ ಕೇಂದ್ರ ಬಸ್ ನಿಲ್ದಾಣದ ಆವರಣದಲ್ಲಿ ಶಕ್ತಿ ಯೋಜನೆಯಡಿಯಲ್ಲಿ 500 ಕೋಟಿ ಉಚಿತ ಟಿಕೆಟ್‌ಗಳನ್ನು ವಿತರಿಸಿದ ಸಂಭ್ರಮಾಚರಣೆಯಲ್ಲಿ ಭಾಗವಹಿಸಿ ಅವರು ಮಾತನಾಡಿದರು. ಪಂಚ ಗ್ಯಾರಂಟಿ ಯೋಜನೆಗಳಲ್ಲಿ ಪ್ರಮುಖವಾಗಿ ಮಹಿಳೆಯರನ್ನು ಕೇಂದ್ರವಾಗಿಸಿ ಜಾರಿಗೊಳಿಸಲಾಗಿದೆ. ಕರ್ನಾಟಕ ರಾಜ್ಯ ರಸ್ತೆ ಸಾರಿಗೆ ನಿಗಮದ ಬಸ್‌ಗಳಲ್ಲಿ ಪ್ರಯಾಣಿಕರ ಸಂಖ್ಯೆ ಹೆಚ್ಚಾಗಿದ್ದು, 12,669 ಕೋಟಿ ರೂಪಾಯಿ ಶಕ್ತಿ ಯೋಜನೆಗೆ ವ್ಯಯಿಸಲಾಗಿದೆ. [222, 476, 398, 542]
bjp-headline: ಬಿಜೆಪಿಯ ಟೀಕೆಗೆ ಮೀರಿ ಕಾಂಗ್ರೆಸ್ ಸರ್ಕಾರ ಕೆಲಸ ಮಾಡಿದೆ [222, 678, 571, 700]
date-tab [722, 38, 922, 58]
phd-story-title [26, 668, 206, 704]
child-subhead: ಪೋಕ್ಸೋ ಅಡಿ ಎಫ್.ಐ.ಆರ್ ದಾಖಲಿಸಲು ತಾಕೀತು [416, 1104, 730, 1126]
child-dateline: ಕನ್ನಡನಾಡು ವಾರ್ತೆ [222, 1138, 265, 1146]
